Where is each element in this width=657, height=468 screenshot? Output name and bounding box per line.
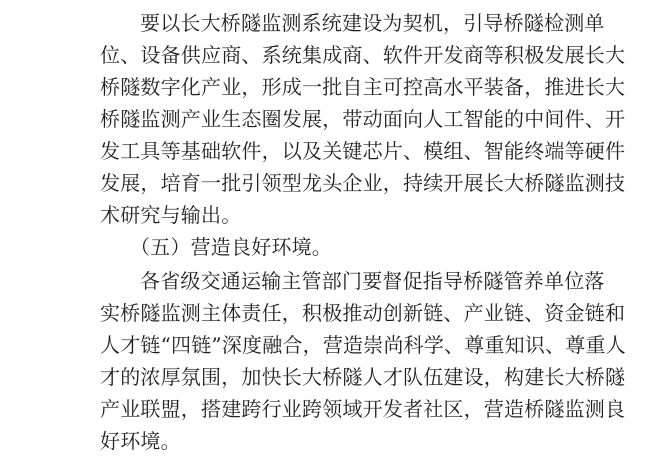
text-line: 桥隧数字化产业，形成一批自主可控高水平装备，推进长大 — [100, 75, 626, 99]
text-line: 好环境。 — [100, 429, 181, 453]
text-line: 才的浓厚氛围，加快长大桥隧人才队伍建设，构建长大桥隧 — [100, 365, 626, 389]
section-heading: （五）营造良好环境。 — [130, 235, 332, 259]
text-line: 桥隧监测产业生态圈发展，带动面向人工智能的中间件、开 — [100, 107, 626, 131]
text-line: 要以长大桥隧监测系统建设为契机，引导桥隧检测单 — [140, 11, 605, 35]
text-line: 发工具等基础软件，以及关键芯片、模组、智能终端等硬件 — [100, 139, 626, 163]
text-line: 产业联盟，搭建跨行业跨领域开发者社区，营造桥隧监测良 — [100, 397, 626, 421]
text-line: 各省级交通运输主管部门要督促指导桥隧管养单位落 — [140, 269, 605, 293]
text-line: 发展，培育一批引领型龙头企业，持续开展长大桥隧监测技 — [100, 171, 626, 195]
text-line: 术研究与输出。 — [100, 203, 242, 227]
text-line: 位、设备供应商、系统集成商、软件开发商等积极发展长大 — [100, 43, 626, 67]
text-line: 实桥隧监测主体责任，积极推动创新链、产业链、资金链和 — [100, 301, 626, 325]
text-line: 人才链“四链”深度融合，营造崇尚科学、尊重知识、尊重人 — [100, 333, 626, 357]
